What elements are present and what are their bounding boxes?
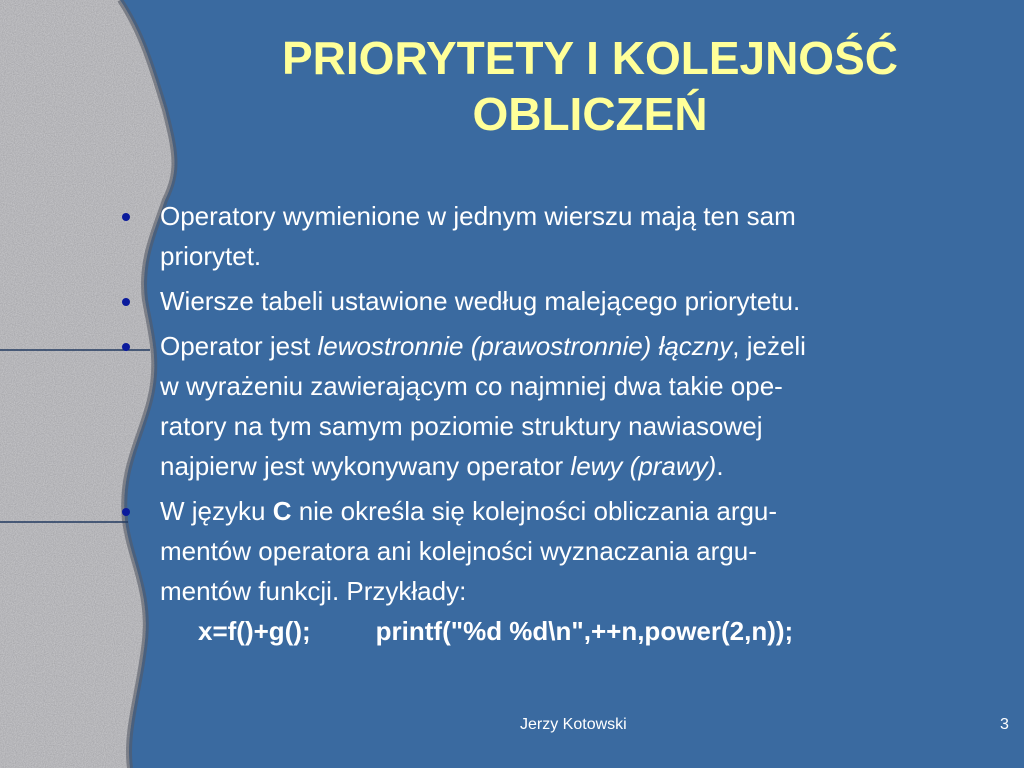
- bullet-4-line-2: mentów operatora ani kolejności wyznaczania argu-: [160, 536, 757, 566]
- bullet-dot-icon: [122, 508, 130, 516]
- bullet-4-text-a: W języku: [160, 496, 273, 526]
- bullet-4-text-b: nie określa się kolejności obliczania argu-: [291, 496, 778, 526]
- bullet-3-italic-lewy: lewy (prawy): [570, 451, 717, 481]
- bullet-1-line-2: priorytet.: [160, 241, 262, 271]
- bullet-dot-icon: [122, 343, 130, 351]
- bullet-item-3: [160, 326, 1020, 486]
- slide-title: [150, 30, 1024, 142]
- bullet-3-line-4: [160, 446, 1020, 486]
- bullet-1-line-1: Operatory wymienione w jednym wierszu mają ten sam: [160, 201, 796, 231]
- bullet-3-italic-term: lewostronnie (prawostronnie) łączny: [317, 331, 733, 361]
- bullet-4-bold-c: C: [272, 496, 292, 526]
- bullet-3-text-b: , jeżeli: [732, 331, 806, 361]
- bullet-3-line-1: [160, 326, 1020, 366]
- bullet-item-2: [160, 281, 1020, 321]
- bullet-3-line-2: w wyrażeniu zawierającym co najmniej dwa takie ope-: [160, 371, 783, 401]
- page-number: 3: [1000, 716, 1009, 733]
- title-line-1: PRIORYTETY I KOLEJNOŚĆ: [282, 32, 898, 84]
- bullet-3-text-c: najpierw jest wykonywany operator: [160, 451, 571, 481]
- bullet-3-text-a: Operator jest: [160, 331, 318, 361]
- bullet-item-4: [160, 491, 1020, 651]
- bullet-list: [160, 196, 1020, 656]
- bullet-item-1: [160, 196, 1020, 276]
- bullet-2-line-1: Wiersze tabeli ustawione według malejącego priorytetu.: [160, 286, 801, 316]
- code-example: x=f()+g(); printf("%d %d\n",++n,power(2,n));: [198, 616, 794, 646]
- bullet-4-line-3: mentów funkcji. Przykłady:: [160, 576, 467, 606]
- bullet-3-text-d: .: [716, 451, 724, 481]
- bullet-dot-icon: [122, 298, 130, 306]
- title-line-2: OBLICZEŃ: [472, 88, 708, 140]
- bullet-dot-icon: [122, 213, 130, 221]
- bullet-4-line-1: [160, 491, 1020, 531]
- bullet-3-line-3: ratory na tym samym poziomie struktury nawiasowej: [160, 411, 763, 441]
- footer-author: Jerzy Kotowski: [520, 716, 627, 733]
